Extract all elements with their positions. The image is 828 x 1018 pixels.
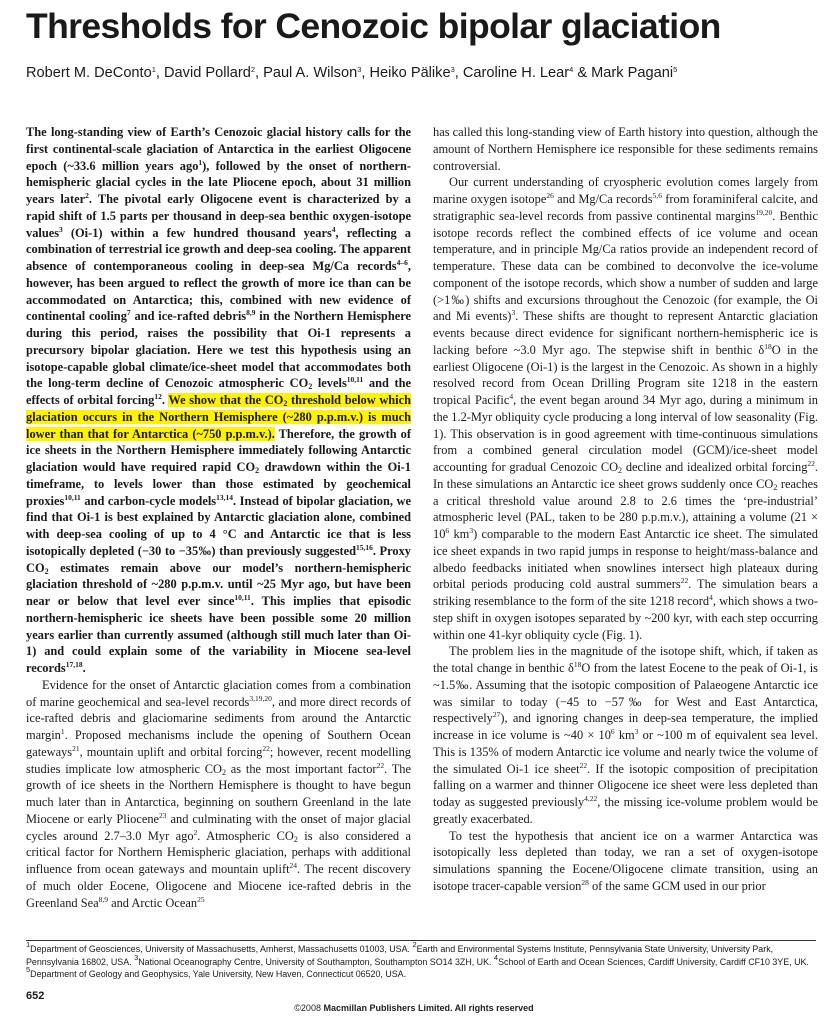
affiliation-marker: 4	[569, 65, 574, 74]
body-paragraph: Evidence for the onset of Antarctic glaciation comes from a combination of marine geochemical and sea-level records$^{3,19,20}$, and more direct records of ice-rafted debris and glaciomarine sediments from around the Antarctic margin$^1$. Proposed mechanisms include the opening of Southern Ocean gateways$^{21}$, mountain uplift and orbital forcing$^{22}$; however, recent modelling studies implicate low atmospheric $CO_2$ as the most important factor$^{22}$. The growth of ice sheets in the Northern Hemisphere is thought to have begun much later than in Antarctica, beginning on southern Greenland in the late Miocene or early Pliocene$^{23}$ and culminating with the onset of major glacial cycles around 2.7–3.0 Myr ago$^2$. Atmospheric $CO_2$ is also considered a critical factor for Northern Hemispheric glaciation, perhaps with additional influence from ocean gateways and mountain uplift$^{24}$. The recent discovery of much older Eocene, Oligocene and Miocene ice-rafted debris in the Greenland Sea$^{8,9}$ and Arctic Ocean$^{25}$	[26, 677, 411, 910]
author-name: , Heiko Pälike	[361, 65, 451, 81]
affiliations-footnote: $^1$Department of Geosciences, University of Massachusetts, Amherst, Massachusetts 01003, USA. $^2$Earth and Environmental Systems Institute, Pennsylvania State University, University Park, Pennsylvania 16802, USA. $^3$National Oceanography Centre, University of Southampton, Southampton SO14 3ZH, UK. $^4$School of Earth and Ocean Sciences, Cardiff University, Cardiff CF10 3YE, UK. $^5$Department of Geology and Geophysics, Yale University, New Haven, Connecticut 06520, USA.	[26, 940, 809, 980]
affiliation-marker: 1	[151, 65, 156, 74]
author-list	[26, 62, 816, 84]
body-paragraph: The problem lies in the magnitude of the isotope shift, which, if taken as the total change in benthic $\delta^{18}O$ from the latest Eocene to the peak of Oi-1, is ~1.5‰. Assuming that the isotopic composition of Palaeogene Antarctic ice was similar to today (−45 to −57‰ for West and East Antarctica, respectively$^{27}$), and ignoring changes in deep-sea temperature, the implied increase in ice volume is ~40 × $10^6$ $km^3$ or ~100 m of equivalent sea level. This is 135% of modern Antarctic ice volume and nearly twice the volume of the simulated Oi-1 ice sheet$^{22}$. If the isotopic composition of precipitation falling on a warmer and thinner Oligocene ice sheet were less depleted than today as suggested previously$^{4,22}$, the missing ice-volume problem would be greatly exacerbated.	[433, 644, 819, 826]
article-title: Thresholds for Cenozoic bipolar glaciation	[26, 6, 721, 46]
author-name: Robert M. DeConto	[26, 65, 152, 81]
body-paragraph: To test the hypothesis that ancient ice on a warmer Antarctica was isotopically less depleted than today, we ran a set of oxygen-isotope simulations spanning the Eocene/Oligocene climate transition, using an isotope tracer-capable version$^{28}$ of the same GCM used in our prior	[433, 828, 818, 893]
author-name: , Paul A. Wilson	[254, 65, 358, 81]
right-column	[433, 124, 818, 895]
author-name: , David Pollard	[155, 65, 251, 81]
affiliation-marker: 5	[673, 65, 678, 74]
copyright-notice: ©2008 Macmillan Publishers Limited. All rights reserved	[294, 1003, 534, 1013]
page-number: 652	[26, 990, 45, 1002]
highlighted-sentence: We show that the $CO_2$ threshold below which glaciation occurs in the Northern Hemisphere (~280 p.p.m.v.) is much lower than that for Antarctica (~750 p.p.m.v.).	[26, 393, 411, 441]
affiliation-marker: 3	[450, 65, 455, 74]
body-paragraph: Our current understanding of cryospheric evolution comes largely from marine oxygen isotope$^{26}$ and Mg/Ca records$^{5,6}$ from foraminiferal calcite, and stratigraphic sea-level records from passive continental margins$^{19,20}$. Benthic isotope records reflect the combined effects of ice volume and ocean temperature, and in principle Mg/Ca ratios provide an independent record of temperature. These data can be combined to deconvolve the ice-volume component of the isotope records, which show a number of sudden and large (>1‰) shifts and excursions throughout the Cenozoic (for example, the Oi and Mi events)$^3$. These shifts are thought to represent Antarctic glaciation events because direct evidence for significant northern-hemispheric ice is lacking before ~3.0 Myr ago. The stepwise shift in benthic $\delta^{18}O$ in the earliest Oligocene (Oi-1) is the largest in the Cenozoic. As shown in a highly resolved record from Ocean Drilling Program site 1218 in the eastern tropical Pacific$^4$, the event began around 34 Myr ago, during a minimum in the 1.2-Myr obliquity cycle producing a long interval of low seasonality (Fig. 1). This observation is in good agreement with time-continuous simulations from a combined general circulation model (GCM)/ice-sheet model accounting for gradual Cenozoic $CO_2$ decline and idealized orbital forcing$^{22}$. In these simulations an Antarctic ice sheet grows suddenly once $CO_2$ reaches a critical threshold value around 2.8 to 2.6 times the ‘pre-industrial’ atmospheric level (PAL, taken to be 280 p.p.m.v.), attaining a volume ($21 \times 10^6$ $km^3$) comparable to the modern East Antarctic ice sheet. The simulated ice sheet expands in two rapid jumps in response to height/mass-balance and albedo feedbacks initiated when snowlines intersect high plateaux during orbital periods producing cold austral summers$^{22}$. The simulation bears a striking resemblance to the form of the site 1218 record$^4$, which shows a two-step shift in oxygen isotopes separated by ~200 kyr, with each step occurring within one 41-kyr obliquity cycle (Fig. 1).	[433, 175, 819, 642]
affiliation-marker: 3	[357, 65, 362, 74]
left-column	[26, 124, 411, 911]
affiliation-marker: 2	[250, 65, 255, 74]
footnote-divider	[26, 940, 816, 941]
abstract-paragraph: The long-standing view of Earth’s Cenozoic glacial history calls for the first continental-scale glaciation of Antarctica in the earliest Oligocene epoch (~33.6 million years ago$^1$), followed by the onset of northern-hemispheric glacial cycles in the late Pliocene epoch, about 31 million years later$^2$. The pivotal early Oligocene event is characterized by a rapid shift of 1.5 parts per thousand in deep-sea benthic oxygen-isotope values$^3$ (Oi-1) within a few hundred thousand years$^4$, reflecting a combination of terrestrial ice growth and deep-sea cooling. The apparent absence of contemporaneous cooling in deep-sea Mg/Ca records$^{4-6}$, however, has been argued to reflect the growth of more ice than can be accommodated on Antarctica; this, combined with new evidence of continental cooling$^7$ and ice-rafted debris$^{8,9}$ in the Northern Hemisphere during this period, raises the possibility that Oi-1 represents a precursory bipolar glaciation. Here we test this hypothesis using an isotope-capable global climate/ice-sheet model that accommodates both the long-term decline of Cenozoic atmospheric $CO_2$ levels$^{10,11}$ and the effects of orbital forcing$^{12}$. We show that the $CO_2$ threshold below which glaciation occurs in the Northern Hemisphere (~280 p.p.m.v.) is much lower than that for Antarctica (~750 p.p.m.v.). Therefore, the growth of ice sheets in the Northern Hemisphere immediately following Antarctic glaciation would have required rapid $CO_2$ drawdown within the Oi-1 timeframe, to levels lower than those estimated by geochemical proxies$^{10,11}$ and carbon-cycle models$^{13,14}$. Instead of bipolar glaciation, we find that Oi-1 is best explained by Antarctic glaciation alone, combined with deep-sea cooling of up to 4 °C and Antarctic ice that is less isotopically depleted (−30 to −35‰) than previously suggested$^{15,16}$. Proxy $CO_2$ estimates remain above our model’s northern-hemispheric glaciation threshold of ~280 p.p.m.v. until ~25 Myr ago, but have been near or below that level ever since$^{10,11}$. This implies that episodic northern-hemispheric ice sheets have been possible some 20 million years earlier than currently assumed (although still much later than Oi-1) and could explain some of the variability in Miocene sea-level records$^{17,18}$.	[26, 125, 412, 675]
author-name: & Mark Pagani	[573, 65, 674, 81]
body-paragraph: has called this long-standing view of Earth history into question, although the amount of Northern Hemisphere ice responsible for these sediments remains controversial.	[433, 125, 818, 173]
author-name: , Caroline H. Lear	[454, 65, 570, 81]
